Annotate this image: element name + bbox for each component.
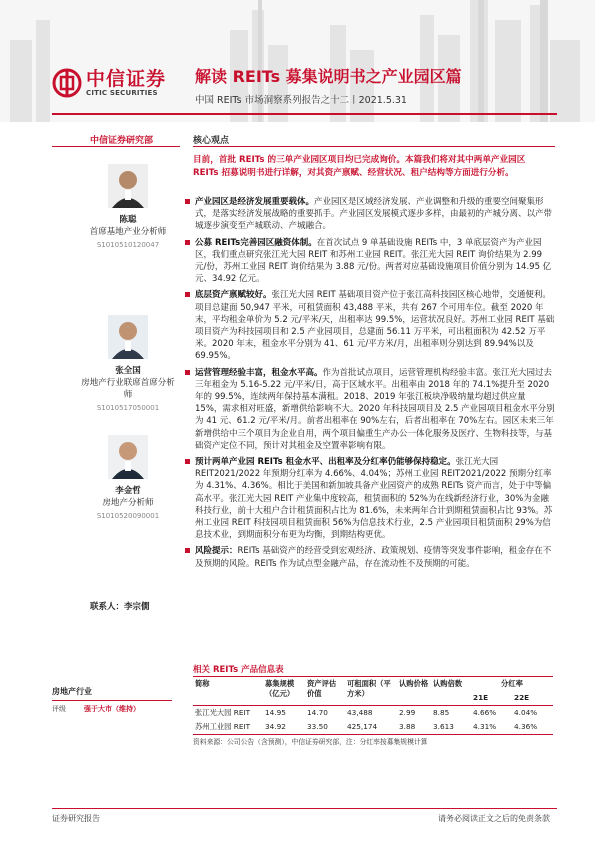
table-row — [193, 706, 553, 721]
key-point-text: REITs 基础资产的经营受到宏观经济、政策规划、疫情等突发事件影响，租金存在不及预期的风险。REITs 作为试点型金融产品，存在流动性不及预期的可能。 — [195, 546, 552, 569]
reits-table-title: 相关 REITs 产品信息表 — [193, 665, 284, 675]
key-point — [183, 367, 555, 452]
table-cell: 3.88 — [397, 720, 431, 735]
key-point-lead: 产业园区是经济发展重要载体。 — [195, 197, 315, 207]
table-cell: 4.04% — [512, 706, 553, 721]
bullet-square-icon — [185, 240, 190, 245]
bullet-square-icon — [185, 370, 190, 375]
logo-en-text: CITIC SECURITIES — [86, 88, 158, 97]
key-point — [183, 289, 555, 362]
analyst-cert-no: S1010510120047 — [96, 241, 160, 249]
key-point-lead: 运营管理经验丰富，租金水平高。 — [195, 367, 323, 378]
report-header — [0, 0, 595, 122]
table-cell: 33.50 — [305, 720, 345, 735]
table-header: 认购倍数 — [431, 677, 471, 706]
analyst-card — [78, 435, 178, 522]
table-header: 募集规模（亿元） — [263, 677, 305, 706]
table-header: 简称 — [193, 677, 263, 706]
bullet-square-icon — [185, 459, 190, 464]
bullet-square-icon — [185, 548, 190, 553]
key-point-text: 产业园区是区域经济发展、产业调整和升级的重要空间聚集形式，是落实经济发展战略的重要抓手。产业园区发展模式逐步多样，由最初的产城分离、以产带城逐步演变至产城联动、产城融合。 — [195, 197, 553, 232]
analyst-name: 李金哲 — [115, 486, 141, 496]
logo-cn-text: 中信证券 — [86, 67, 167, 90]
key-point-lead: 公募 REITs完善园区融资体制。 — [195, 237, 317, 248]
key-point — [183, 196, 555, 233]
key-point-lead: 风险提示： — [195, 546, 238, 557]
header-divider — [52, 113, 557, 115]
key-point-text: 作为首批试点项目，运营管理机构经验丰富。张江光大园过去三年租金为 5.16-5.22 元/平米/日，高于区域水平。出租率由 2018 年的 74.1%提升至 2020 年的 99.5%，连续两年保持基本满租。2018、2019 年张江板块净吸纳量均超过供应量 15%，需求相对旺盛，新增供给影响不大。2020 年科技园项目及 2.5 产业园项目租金水平分别为 41 元、61.2 元/平米/月。前者出租率在 90%左右，后者出租率在 70%左右。园区未来三年新增供给中三个项目为企业自用，两个项目偏重生产办公一体化服务及医疗、生物科技等，与基础资产定位不同，预计对其租金及空置率影响有限。 — [195, 367, 555, 451]
analyst-card — [78, 315, 178, 414]
main-divider — [193, 146, 555, 147]
sidebar-divider — [52, 146, 180, 147]
key-point-lead: 底层资产禀赋较好。 — [195, 290, 272, 301]
analyst-name: 张全国 — [115, 366, 141, 376]
intro-paragraph: 目前，首批 REITs 的三单产业园区项目均已完成询价。本篇我们将对其中两单产业园区 REITs 招募说明书进行详解，对其资产禀赋、经营状况、租户结构等方面进行分析。 — [193, 155, 526, 178]
citic-logo — [52, 66, 186, 100]
rating-value: 强于大市（维持） — [84, 705, 140, 713]
analyst-name: 陈聪 — [119, 215, 137, 225]
analyst-cert-no: S1010517050001 — [96, 404, 160, 412]
table-cell: 14.70 — [305, 706, 345, 721]
footer-left-text: 证券研究报告 — [52, 814, 100, 823]
key-point — [183, 237, 555, 286]
table-source-note: 资料来源：公司公告（含预测），中信证券研究部，注：分红率按募集规模计算 — [193, 738, 428, 746]
table-cell: 2.99 — [397, 706, 431, 721]
table-cell: 14.95 — [263, 706, 305, 721]
report-title: 解读 REITs 募集说明书之产业园区篇 — [195, 67, 462, 86]
table-cell: 苏州工业园 REIT — [193, 720, 263, 735]
footer-divider — [52, 808, 557, 809]
citic-logo-icon — [52, 68, 82, 98]
key-point-text: 张江光大园 REIT 基础项目资产位于张江高科技园区核心地带，交通便利。项目总建面 50,947 平米，可租赁面积 43,488 平米，共有 267 个可用车位。截至 2020 年末，平均租金单价为 5.2 元/平米/天，出租率达 99.5%，运营状况良好。苏州工业园 REIT 基础项目资产为科技园项目和 2.5 产业园项目，总建面 56.11 万平米，可出租面积为 42.52 万平米。2020 年末，租金水平分别为 41、61 元/平方米/月，出租率则分别达到 89.94%以及 69.95%。 — [195, 290, 555, 362]
key-point-text: 在首次试点 9 单基础设施 REITs 中，3 单底层资产为产业园区，我们重点研究张江光大园 REIT 和苏州工业园 REIT。张江光大园 REIT 询价结果为 2.99 元/份，苏州工业园 REIT 询价结果为 3.88 元/份。两者对应基础设施项目价值分别为 14.95 亿元、34.92 亿元。 — [195, 237, 552, 285]
table-cell: 4.36% — [512, 720, 553, 735]
analyst-photo — [108, 164, 148, 208]
analyst-photo — [108, 435, 148, 479]
table-cell: 张江光大园 REIT — [193, 706, 263, 721]
table-cell: 3.613 — [431, 720, 471, 735]
table-cell: 425,174 — [345, 720, 397, 735]
table-subheader: 21E — [473, 693, 489, 702]
table-cell: 4.31% — [471, 720, 512, 735]
bullet-square-icon — [185, 292, 190, 297]
rating-label: 评级 — [52, 705, 66, 713]
analyst-cert-no: S1010520090001 — [96, 512, 160, 520]
research-dept-heading: 中信证券研究部 — [90, 136, 154, 146]
table-cell: 4.66% — [471, 706, 512, 721]
contact-person: 联系人：李宗僩 — [90, 602, 150, 612]
bullet-square-icon — [185, 199, 190, 204]
key-point — [183, 456, 555, 541]
table-header: 认购价格 — [397, 677, 431, 706]
table-cell: 34.92 — [263, 720, 305, 735]
industry-rating-box — [52, 686, 172, 714]
table-cell: 43,488 — [345, 706, 397, 721]
table-cell: 8.85 — [431, 706, 471, 721]
key-point-text: 张江光大园 REIT2021/2022 年预期分红率为 4.66%、4.04%；苏州工业园 REIT2021/2022 预期分红率为 4.31%、4.36%。相比于美国和新加坡具备产业园资产的成熟 REITs 资产而言，处于中等偏高水平。张江光大园 REIT 产业集中度较高，租赁面积的 52%为在线新经济行业，30%为金融科技行业，前十大租户合计租赁面积占比为 81.6%，未来两年合计到期租赁面积占比 93%。苏州工业园 REIT 科技园项目租赁面积 56%为信息技术行业，2.5 产业园项目租赁面积 29%为信息技术业，到期面积分布更为均衡，到期结构更优。 — [195, 457, 553, 541]
table-header: 分红率 — [471, 677, 553, 692]
core-views-heading: 核心观点 — [193, 136, 230, 146]
table-header: 资产评估价值 — [305, 677, 345, 706]
analyst-photo — [108, 315, 148, 359]
table-row — [193, 720, 553, 735]
rating-industry: 房地产行业 — [52, 686, 172, 701]
analyst-title: 房地产分析师 — [102, 498, 154, 508]
table-header: 可租面积（平方米） — [345, 677, 397, 706]
analyst-card — [78, 164, 178, 251]
footer-disclaimer: 请务必阅读正文之后的免责条款 — [438, 814, 550, 823]
table-subheader: 22E — [514, 693, 530, 702]
key-point — [183, 545, 555, 569]
report-subtitle: 中国 REITs 市场洞察系列报告之十二丨2021.5.31 — [195, 95, 407, 106]
analyst-title: 首席基地产业分析师 — [89, 227, 167, 237]
analyst-title: 房地产行业联席首席分析师 — [81, 378, 175, 400]
reits-info-table — [193, 676, 553, 735]
key-point-lead: 预计两单产业园 REITs 租金水平、出租率及分红率仍能够保持稳定。 — [195, 457, 456, 468]
key-points-list — [183, 196, 555, 574]
